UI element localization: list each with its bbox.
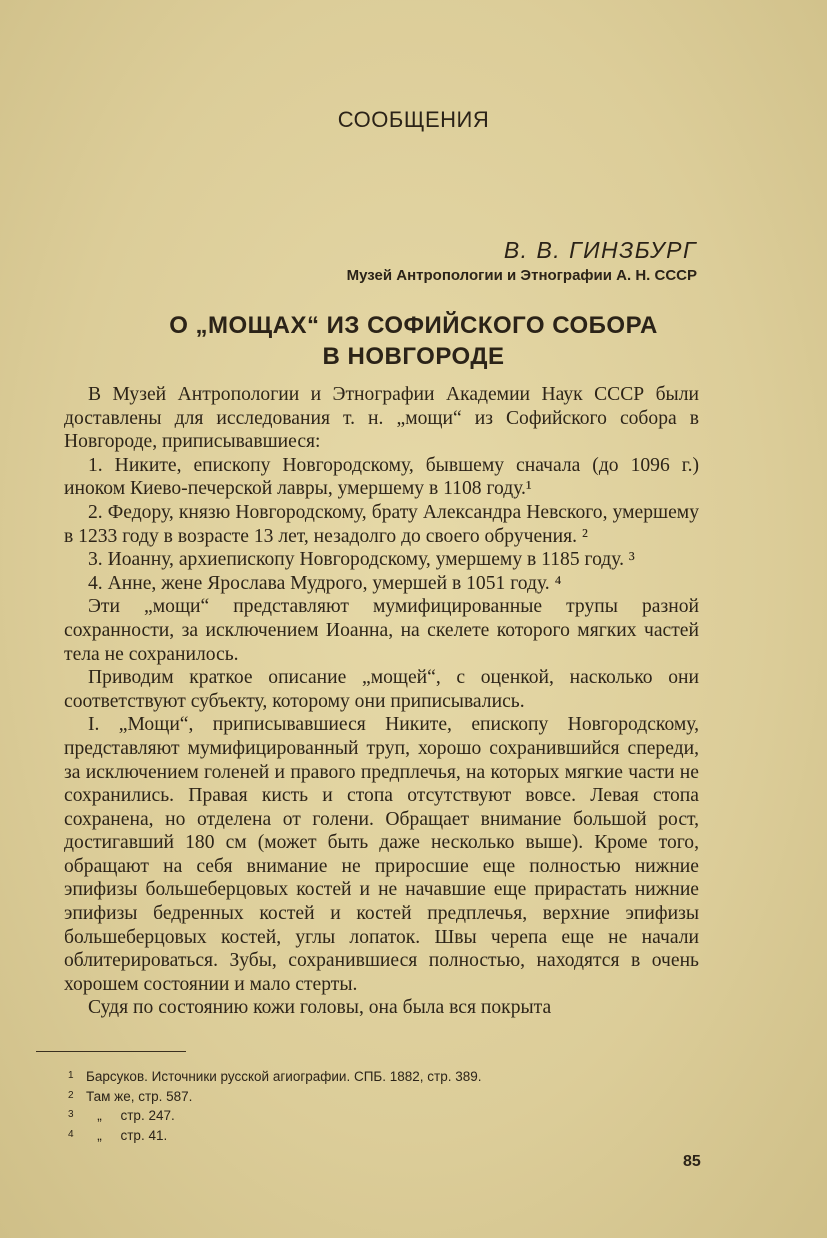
article-title <box>0 310 827 372</box>
footnote <box>68 1127 688 1147</box>
paragraph-mummies: Эти „мощи“ представляют мумифицированные трупы разной сохранности, за исключением Иоанна, на скелете которого мягких частей тела не сохранилось. <box>64 596 699 665</box>
paragraph-item-3: 3. Иоанну, архиепископу Новгородскому, умершему в 1185 году. ³ <box>88 549 635 571</box>
paragraph-intro: В Музей Антропологии и Этнографии Академии Наук СССР были доставлены для исследования т. н. „мощи“ из Софийского собора в Новгороде, приписывавшиеся: <box>64 384 699 453</box>
author-name: В. В. ГИНЗБУРГ <box>503 237 697 263</box>
author-affiliation: Музей Антропологии и Этнографии А. Н. СССР <box>346 267 697 284</box>
footnote <box>68 1107 688 1127</box>
footnote-text: „ стр. 247. <box>86 1108 175 1123</box>
paragraph-item-1: 1. Никите, епископу Новгородскому, бывшему сначала (до 1096 г.) иноком Киево-печерской лавры, умершему в 1108 году.¹ <box>64 454 699 500</box>
title-line-2: В НОВГОРОДЕ <box>322 343 505 370</box>
footnote-number: 2 <box>68 1089 74 1101</box>
section-header: СООБЩЕНИЯ <box>337 107 490 132</box>
footnote-number: 4 <box>68 1128 74 1140</box>
paragraph-description: Приводим краткое описание „мощей“, с оценкой, насколько они соответствуют субъекту, которому они приписывались. <box>64 667 699 712</box>
page-number: 85 <box>683 1153 701 1170</box>
footnotes <box>68 1068 688 1146</box>
footnote-text: „ стр. 41. <box>86 1127 168 1143</box>
footnote-text: Там же, стр. 587. <box>86 1088 193 1104</box>
footnote-number: 1 <box>68 1070 74 1081</box>
title-line-1: О „МОЩАХ“ ИЗ СОФИЙСКОГО СОБОРА <box>169 312 658 339</box>
article-body <box>64 383 699 1020</box>
paragraph-nikita: I. „Мощи“, приписывавшиеся Никите, епископу Новгородскому, представляют мумифицированный труп, хорошо сохранившийся спереди, за исключением голеней и правого предплечья, на которых мягкие части не сохранились. Правая кисть и стопа отсутствуют вовсе. Левая стопа сохранена, но отделена от голени. Обращает внимание большой рост, достигавший 180 см (может быть даже несколько выше). Кроме того, обращают на себя внимание не приросшие еще полностью нижние эпифизы большеберцовых костей и не начавшие еще прирастать нижние эпифизы бедренных костей и костей предплечья, верхние эпифизы большеберцовых костей, углы лопаток. Швы черепа еще не начали облитерироваться. Зубы, сохранившиеся полностью, находятся в очень хорошем состоянии и мало стерты. <box>64 714 699 995</box>
footnote-text: Барсуков. Источники русской агиографии. СПБ. 1882, стр. 389. <box>86 1069 482 1084</box>
paragraph-item-2: 2. Федору, князю Новгородскому, брату Александра Невского, умершему в 1233 году в возрасте 13 лет, незадолго до своего обручения. ² <box>64 501 699 547</box>
paragraph-item-4: 4. Анне, жене Ярослава Мудрого, умершей в 1051 году. ⁴ <box>88 572 562 594</box>
footnote-divider <box>36 1051 186 1052</box>
footnote-number: 3 <box>68 1109 74 1120</box>
footnote <box>68 1068 688 1088</box>
paragraph-skin: Судя по состоянию кожи головы, она была вся покрыта <box>88 997 552 1019</box>
footnote <box>68 1088 688 1108</box>
